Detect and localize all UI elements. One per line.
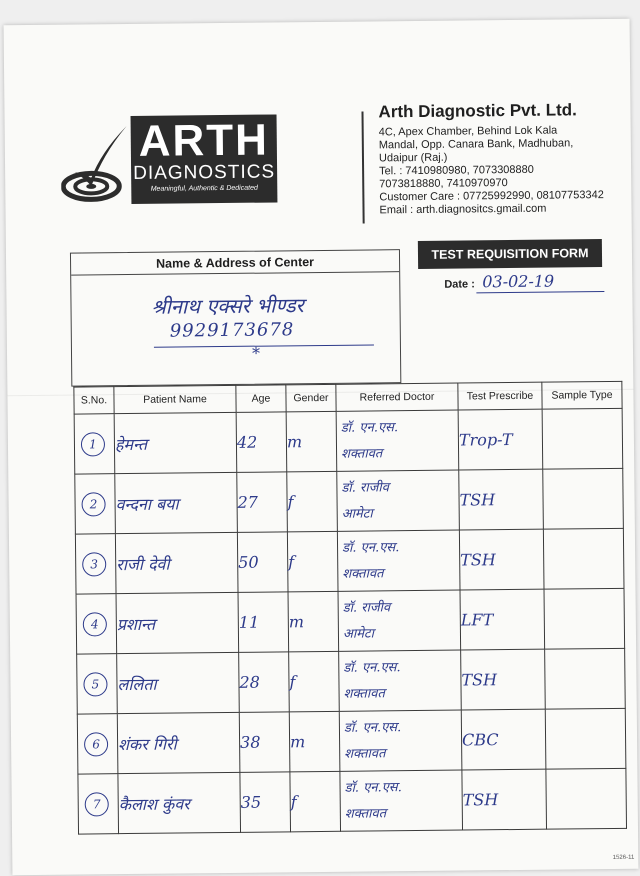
column-header: Age bbox=[236, 385, 286, 413]
company-details bbox=[378, 99, 629, 218]
email-line: Email : arth.diagnositcs.gmail.com bbox=[379, 202, 547, 217]
patient-name-cell: प्रशान्त bbox=[116, 592, 239, 653]
column-header: Referred Doctor bbox=[336, 383, 458, 411]
table-row bbox=[76, 588, 625, 654]
sno-cell bbox=[75, 474, 116, 534]
header-divider bbox=[361, 112, 364, 224]
table-row bbox=[77, 708, 626, 774]
date-underline bbox=[476, 291, 604, 293]
center-name-handwritten: श्रीनाथ एक्सरे भीण्डर bbox=[151, 293, 304, 319]
sample-type-cell bbox=[542, 408, 623, 469]
doctor-line: डॉ. एन.एस. bbox=[341, 539, 400, 556]
table-row bbox=[75, 528, 624, 594]
handwritten-underline bbox=[154, 344, 374, 347]
test-cell: TSH bbox=[459, 469, 544, 530]
patient-name-cell: कैलाश कुंवर bbox=[118, 772, 241, 833]
patient-name-cell: राजी देवी bbox=[115, 532, 238, 593]
column-header: S.No. bbox=[74, 387, 114, 414]
sno-circled: 3 bbox=[82, 552, 106, 576]
logo-tagline: Meaningful, Authentic & Dedicated bbox=[150, 184, 258, 193]
sample-type-cell bbox=[545, 708, 626, 769]
sno-cell bbox=[77, 654, 118, 714]
doctor-line: आमेटा bbox=[342, 625, 375, 642]
doctor-line: डॉ. राजीव bbox=[341, 479, 390, 496]
patient-name-cell: वन्दना बया bbox=[115, 472, 238, 533]
age-cell: 11 bbox=[238, 592, 289, 653]
center-address-box bbox=[70, 249, 401, 386]
gender-cell: m bbox=[286, 411, 337, 472]
gender-cell: f bbox=[287, 531, 338, 592]
gender-cell: f bbox=[290, 771, 341, 832]
sno-circled: 5 bbox=[83, 672, 107, 696]
date-label: Date : bbox=[444, 278, 475, 291]
handwritten-mark: * bbox=[251, 343, 261, 363]
center-box-title: Name & Address of Center bbox=[71, 250, 399, 275]
test-cell: Trop-T bbox=[458, 409, 543, 470]
gender-cell: f bbox=[289, 651, 340, 712]
form-title-badge: TEST REQUISITION FORM bbox=[418, 239, 602, 269]
target-checkmark-icon bbox=[61, 124, 130, 207]
sample-type-cell bbox=[544, 588, 625, 649]
doctor-line: डॉ. एन.एस. bbox=[340, 419, 399, 436]
sample-type-cell bbox=[546, 768, 627, 829]
telephone-line: Tel. : 7410980980, 7073308880 bbox=[379, 163, 534, 178]
doctor-line: डॉ. एन.एस. bbox=[344, 779, 402, 796]
column-header: Gender bbox=[286, 384, 336, 412]
sno-cell bbox=[75, 534, 116, 594]
telephone-line: 7073818880, 7410970970 bbox=[379, 177, 508, 191]
test-cell: TSH bbox=[461, 649, 546, 710]
doctor-line: शक्तावत bbox=[343, 685, 385, 702]
doctor-cell bbox=[339, 650, 462, 711]
age-cell: 35 bbox=[240, 772, 291, 833]
sno-cell bbox=[78, 774, 119, 834]
doctor-cell bbox=[336, 410, 459, 471]
doctor-line: शक्तावत bbox=[344, 805, 387, 822]
doctor-cell bbox=[338, 590, 461, 651]
table-row bbox=[78, 768, 627, 834]
requisition-form-paper bbox=[4, 19, 639, 876]
age-cell: 27 bbox=[237, 472, 288, 533]
doctor-line: शक्तावत bbox=[340, 445, 383, 462]
patient-name-cell: हेमन्त bbox=[114, 412, 237, 473]
test-cell: LFT bbox=[460, 589, 545, 650]
test-cell: TSH bbox=[459, 529, 544, 590]
sno-circled: 1 bbox=[81, 432, 105, 456]
patient-name-cell: ललिता bbox=[117, 652, 240, 713]
doctor-line: आमेटा bbox=[341, 505, 373, 522]
address-line: Mandal, Opp. Canara Bank, Madhuban, bbox=[378, 137, 574, 152]
sno-circled: 7 bbox=[85, 792, 109, 816]
sno-cell bbox=[74, 414, 115, 474]
sample-type-cell bbox=[543, 528, 624, 589]
footer-stamp: 1526-11 bbox=[612, 854, 635, 861]
sample-type-cell bbox=[545, 648, 626, 709]
date-value-handwritten: 03-02-19 bbox=[482, 271, 555, 292]
doctor-cell bbox=[339, 710, 462, 771]
logo-word: ARTH bbox=[138, 115, 270, 166]
table-row bbox=[77, 648, 626, 714]
customer-care-line: Customer Care : 07725992990, 08107753342 bbox=[379, 189, 604, 204]
doctor-line: डॉ. एन.एस. bbox=[343, 659, 401, 676]
doctor-cell bbox=[337, 530, 460, 591]
doctor-line: शक्तावत bbox=[342, 565, 384, 582]
gender-cell: m bbox=[288, 591, 339, 652]
patient-table bbox=[73, 381, 627, 835]
sample-type-cell bbox=[543, 468, 624, 529]
address-line: Udaipur (Raj.) bbox=[378, 151, 448, 165]
sno-circled: 6 bbox=[84, 732, 108, 756]
age-cell: 42 bbox=[236, 412, 287, 473]
address-line: 4C, Apex Chamber, Behind Lok Kala bbox=[378, 124, 558, 139]
company-name: Arth Diagnostic Pvt. Ltd. bbox=[378, 100, 577, 122]
test-cell: CBC bbox=[461, 709, 546, 770]
sno-cell bbox=[76, 594, 117, 654]
sno-cell bbox=[77, 714, 118, 774]
column-header: Sample Type bbox=[542, 381, 622, 409]
gender-cell: f bbox=[287, 471, 338, 532]
logo-sub: DIAGNOSTICS bbox=[133, 161, 276, 184]
doctor-line: डॉ. राजीव bbox=[342, 599, 391, 616]
column-header: Patient Name bbox=[114, 385, 236, 413]
table-row bbox=[75, 468, 624, 534]
test-cell: TSH bbox=[462, 769, 547, 830]
doctor-cell bbox=[337, 470, 460, 531]
doctor-line: डॉ. एन.एस. bbox=[343, 719, 402, 736]
sno-circled: 4 bbox=[83, 612, 107, 636]
column-header: Test Prescribe bbox=[458, 382, 542, 410]
center-phone-handwritten: 9929173678 bbox=[169, 319, 295, 342]
doctor-line: शक्तावत bbox=[344, 745, 386, 762]
doctor-cell bbox=[340, 770, 463, 831]
gender-cell: m bbox=[289, 711, 340, 772]
age-cell: 38 bbox=[239, 712, 290, 773]
age-cell: 50 bbox=[237, 532, 288, 593]
company-logo bbox=[131, 114, 278, 204]
sno-circled: 2 bbox=[81, 492, 105, 516]
age-cell: 28 bbox=[239, 652, 290, 713]
table-row bbox=[74, 408, 623, 474]
patient-name-cell: शंकर गिरी bbox=[117, 712, 240, 773]
